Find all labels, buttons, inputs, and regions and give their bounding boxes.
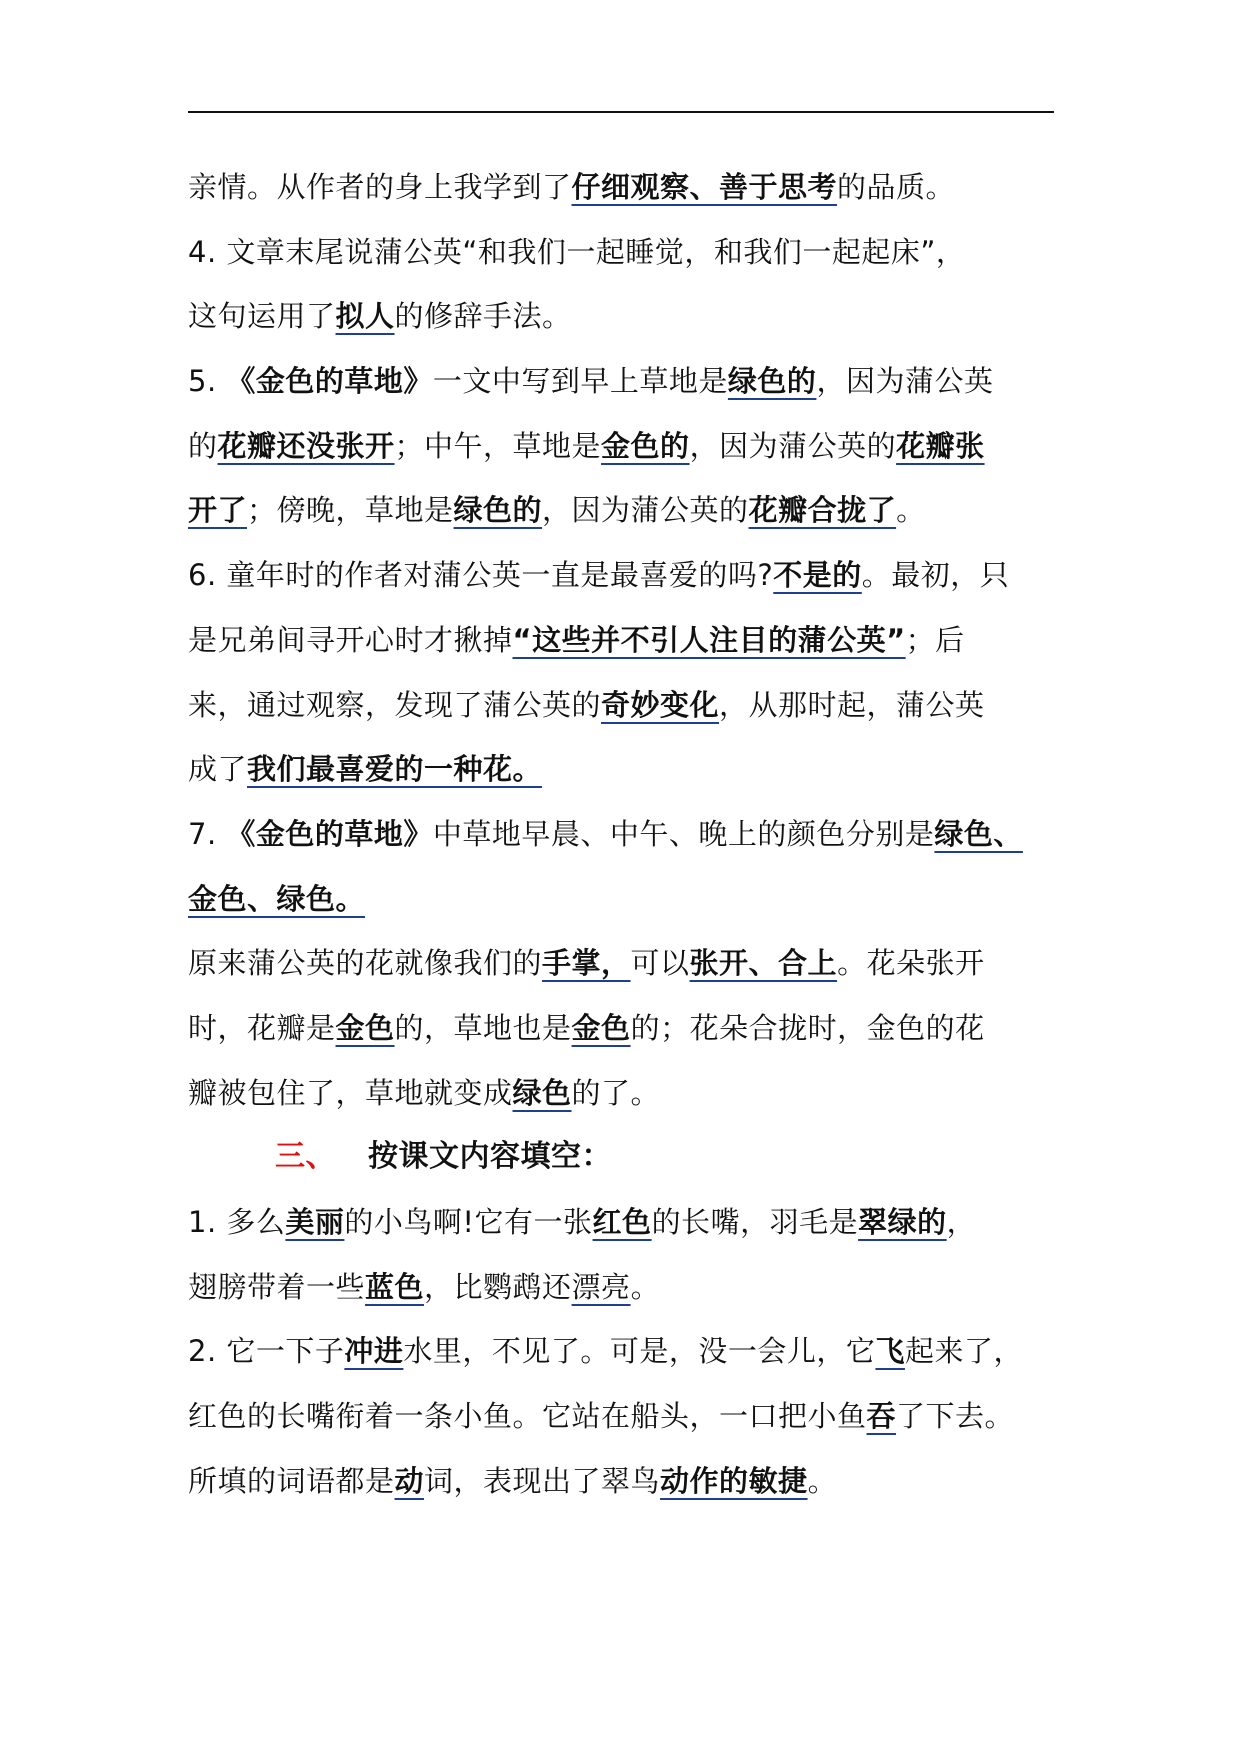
bold-text: 《金色的草地》: [226, 816, 433, 851]
text-segment: 亲情。从作者的身上我学到了: [188, 170, 572, 204]
answer-text: 拟人: [335, 299, 395, 334]
text-line: [188, 155, 1088, 220]
text-line: [188, 349, 1088, 414]
text-segment: 4. 文章末尾说蒲公英“和我们一起睡觉，和我们一起起床”，: [188, 234, 966, 269]
text-line: [188, 1384, 1088, 1449]
answer-text: 金色: [571, 1010, 631, 1045]
text-segment: 1. 多么: [188, 1205, 286, 1239]
text-line: [188, 1061, 1088, 1126]
text-segment: ；傍晚，草地是: [247, 493, 454, 528]
section-title: 按课文内容填空：: [368, 1139, 612, 1175]
answer-text: 仔细观察、善于思考: [571, 170, 838, 204]
section-heading: [188, 1125, 1088, 1190]
text-segment: 。: [630, 1269, 661, 1304]
answer-text: 金色、绿色。: [188, 881, 366, 916]
answer-text: 红色: [592, 1205, 652, 1239]
answer-text: 花瓣张: [896, 428, 985, 463]
text-segment: 5.: [188, 364, 227, 399]
text-line: [188, 673, 1088, 738]
text-segment: 原来蒲公英的花就像我们的: [188, 946, 543, 981]
answer-text: 绿色的: [727, 364, 817, 399]
text-line: [188, 996, 1088, 1061]
text-line: [188, 1319, 1088, 1384]
section-number: 三、: [275, 1139, 336, 1175]
text-segment: 。: [807, 1463, 838, 1498]
text-segment: 的，草地也是: [394, 1010, 572, 1045]
text-line: [188, 1449, 1088, 1514]
text-line: [188, 1255, 1088, 1320]
text-segment: ，: [946, 1205, 977, 1239]
answer-text: 漂亮: [571, 1269, 631, 1304]
answer-text: 冲进: [344, 1334, 404, 1369]
text-line: [188, 1190, 1088, 1255]
answer-text: 手掌，: [542, 946, 631, 981]
text-segment: 这句运用了: [188, 299, 336, 334]
text-line: [188, 867, 1088, 932]
answer-text: 奇妙变化: [601, 687, 720, 722]
text-segment: 的小鸟啊!它有一张: [344, 1205, 593, 1239]
document-body: [188, 155, 1088, 1513]
text-segment: 中草地早晨、中午、晚上的颜色分别是: [432, 816, 935, 851]
answer-text: 绿色的: [453, 493, 543, 528]
text-line: [188, 802, 1088, 867]
text-segment: ；中午，草地是: [394, 428, 602, 463]
text-segment: ，因为蒲公英: [816, 364, 994, 399]
bold-text: 《金色的草地》: [226, 364, 433, 399]
answer-text: 动作的敏捷: [660, 1463, 808, 1498]
text-segment: 。: [896, 493, 926, 528]
text-segment: 所填的词语都是: [188, 1463, 395, 1498]
text-segment: 了下去。: [896, 1399, 1015, 1434]
answer-text: 吞: [866, 1399, 897, 1434]
text-line: [188, 414, 1088, 479]
text-segment: 一文中写到早上草地是: [432, 364, 728, 399]
text-segment: 6. 童年时的作者对蒲公英一直是最喜爱的吗?: [188, 558, 774, 593]
answer-text: 张开、合上: [689, 946, 838, 981]
text-segment: 起来了，: [904, 1334, 1023, 1369]
text-segment: ，从那时起，蒲公英: [719, 687, 985, 722]
text-line: [188, 737, 1088, 802]
answer-text: “这些并不引人注目的蒲公英”: [512, 622, 906, 657]
text-line: [188, 478, 1088, 543]
text-segment: 瓣被包住了，草地就变成: [188, 1075, 513, 1110]
header-rule: [188, 111, 1054, 113]
text-line: [188, 931, 1088, 996]
text-segment: 的；花朵合拢时，金色的花: [630, 1010, 985, 1045]
answer-text: 绿色: [512, 1075, 572, 1110]
answer-text: 绿色、: [934, 816, 1023, 851]
text-segment: 2. 它一下子: [188, 1334, 345, 1369]
text-segment: 。最初，只: [861, 558, 1010, 593]
text-line: [188, 543, 1088, 608]
answer-text: 美丽: [285, 1205, 345, 1239]
answer-text: 我们最喜爱的一种花。: [247, 752, 543, 787]
text-segment: ，比鹦鹉还: [424, 1269, 572, 1304]
answer-text: 不是的: [773, 558, 862, 593]
text-segment: ，因为蒲公英的: [542, 493, 749, 528]
answer-text: 蓝色: [365, 1269, 425, 1304]
text-segment: 红色的长嘴衔着一条小鱼。它站在船头，一口把小鱼: [188, 1399, 867, 1434]
text-segment: 是兄弟间寻开心时才揪掉: [188, 622, 513, 657]
text-segment: 的: [188, 428, 218, 463]
text-segment: 的长嘴，羽毛是: [651, 1205, 859, 1239]
answer-text: 金色的: [601, 428, 690, 463]
answer-text: 金色: [335, 1010, 395, 1045]
text-segment: 水里，不见了。可是，没一会儿，它: [403, 1334, 876, 1369]
text-line: [188, 284, 1088, 349]
text-segment: ；后: [905, 622, 965, 657]
text-segment: 成了: [188, 752, 248, 787]
answer-text: 翠绿的: [858, 1205, 947, 1239]
text-segment: 可以: [630, 946, 690, 981]
text-segment: 的修辞手法。: [394, 299, 572, 334]
text-segment: 。花朵张开: [837, 946, 985, 981]
text-segment: 词，表现出了翠鸟: [424, 1463, 661, 1498]
text-segment: 7.: [188, 816, 227, 851]
text-segment: 时，花瓣是: [188, 1010, 336, 1045]
text-segment: 的了。: [571, 1075, 661, 1110]
answer-text: 飞: [875, 1334, 905, 1369]
text-line: [188, 220, 1088, 285]
answer-text: 花瓣还没张开: [217, 428, 395, 463]
text-segment: 的品质。: [837, 170, 956, 204]
text-segment: ，因为蒲公英的: [689, 428, 897, 463]
text-segment: 翅膀带着一些: [188, 1269, 366, 1304]
answer-text: 开了: [188, 493, 248, 528]
text-segment: 来，通过观察，发现了蒲公英的: [188, 687, 602, 722]
text-line: [188, 608, 1088, 673]
answer-text: 动: [394, 1463, 425, 1498]
answer-text: 花瓣合拢了: [748, 493, 897, 528]
